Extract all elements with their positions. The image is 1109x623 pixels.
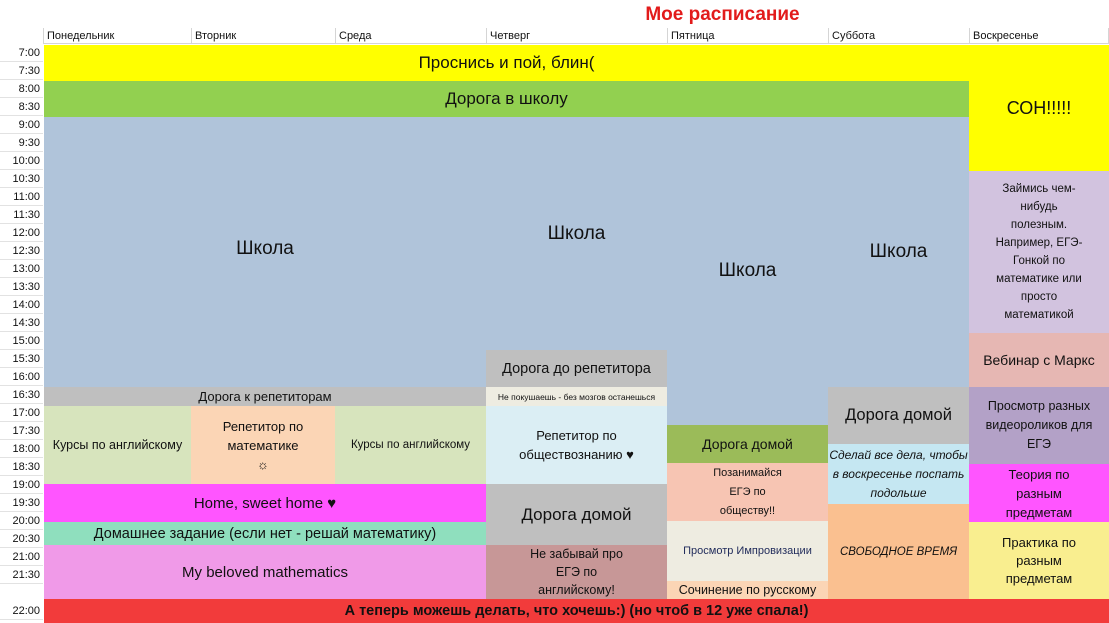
school-label: Школа xyxy=(236,238,294,259)
time-label: 17:00 xyxy=(0,404,43,422)
sunday-useful-label: Займись чем-нибудь полезным. Например, ЕГЭ-Гонкой по математике или просто математикой xyxy=(995,183,1083,321)
math-tutor-label: Репетитор по математике ☼ xyxy=(222,418,304,472)
improv-label: Просмотр Импровизации xyxy=(683,545,812,557)
time-label: 15:00 xyxy=(0,332,43,350)
time-label: 20:00 xyxy=(0,512,43,530)
day-header-thursday[interactable]: Четверг xyxy=(486,28,667,44)
day-header-monday[interactable]: Понедельник xyxy=(43,28,191,44)
homework-block[interactable] xyxy=(44,522,486,545)
time-label: 12:30 xyxy=(0,242,43,260)
free-time-block[interactable] xyxy=(828,504,969,599)
school-block-saturday[interactable] xyxy=(828,117,969,387)
math-tutor-tuesday[interactable] xyxy=(191,406,335,484)
sunday-practice-block[interactable] xyxy=(969,522,1109,599)
beloved-math-label: My beloved mathematics xyxy=(182,563,348,581)
wake-up-block[interactable] xyxy=(44,45,969,81)
road-to-tutors-label: Дорога к репетиторам xyxy=(198,389,332,404)
study-social-block[interactable] xyxy=(667,463,828,521)
time-label: 7:30 xyxy=(0,62,43,80)
wake-up-label: Проснись и пой, блин( xyxy=(418,53,595,72)
sunday-videos-label: Просмотр разных видеороликов для ЕГЭ xyxy=(985,399,1093,451)
day-header-saturday[interactable]: Суббота xyxy=(828,28,969,44)
study-social-label: Позанимайся ЕГЭ по обществу!! xyxy=(713,466,782,517)
school-block-friday[interactable] xyxy=(667,117,828,425)
eat-note-label: Не покушаешь - без мозгов останешься xyxy=(497,391,656,402)
road-home-label: Дорога домой xyxy=(702,436,793,452)
time-label: 11:30 xyxy=(0,206,43,224)
day-header-friday[interactable]: Пятница xyxy=(667,28,828,44)
dont-forget-english-block[interactable] xyxy=(486,545,667,599)
essay-label: Сочинение по русскому xyxy=(678,583,817,597)
road-to-tutors-block[interactable] xyxy=(44,387,486,406)
sunday-useful-block[interactable] xyxy=(969,171,1109,333)
road-to-tutor-label: Дорога до репетитора xyxy=(502,360,651,377)
sunday-sleep-label: СОН!!!!! xyxy=(1006,97,1072,118)
time-label: 18:30 xyxy=(0,458,43,476)
home-sweet-home-block[interactable] xyxy=(44,484,486,522)
road-home-label: Дорога домой xyxy=(845,406,952,424)
time-label: 12:00 xyxy=(0,224,43,242)
sunday-webinar-block[interactable] xyxy=(969,333,1109,387)
dont-forget-label: Не забывай про ЕГЭ по английскому! xyxy=(530,547,623,597)
time-label: 15:30 xyxy=(0,350,43,368)
bottom-free-time-bar[interactable] xyxy=(44,599,1109,623)
free-time-label: СВОБОДНОЕ ВРЕМЯ xyxy=(839,545,958,558)
sunday-videos-block[interactable] xyxy=(969,387,1109,464)
homework-label: Домашнее задание (если нет - решай математику) xyxy=(93,525,437,542)
bottom-free-time-label: А теперь можешь делать, что хочешь:) (но чтоб в 12 уже спала!) xyxy=(344,603,809,619)
time-label: 17:30 xyxy=(0,422,43,440)
road-to-school-block[interactable] xyxy=(44,81,969,117)
time-label: 16:30 xyxy=(0,386,43,404)
do-all-block[interactable] xyxy=(828,444,969,504)
time-label: 10:30 xyxy=(0,170,43,188)
road-home-saturday[interactable] xyxy=(828,387,969,444)
social-tutor-label: Репетитор по обществознанию ♥ xyxy=(519,428,634,462)
time-label: 19:30 xyxy=(0,494,43,512)
social-tutor-block[interactable] xyxy=(486,406,667,484)
time-label: 8:30 xyxy=(0,98,43,116)
time-label: 19:00 xyxy=(0,476,43,494)
day-header-tuesday[interactable]: Вторник xyxy=(191,28,335,44)
time-label: 9:00 xyxy=(0,116,43,134)
day-header-sunday[interactable]: Воскресенье xyxy=(969,28,1109,44)
time-label: 21:00 xyxy=(0,548,43,566)
do-all-label: Сделай все дела, чтобы в воскресенье поспать подольше xyxy=(829,447,968,500)
english-course-monday[interactable] xyxy=(44,406,191,484)
time-label: 16:00 xyxy=(0,368,43,386)
school-label: Школа xyxy=(547,222,606,244)
school-block-thursday[interactable] xyxy=(486,117,667,350)
time-label: 7:00 xyxy=(0,44,43,62)
home-sweet-home-label: Home, sweet home ♥ xyxy=(193,494,337,512)
sunday-webinar-label: Вебинар с Маркс xyxy=(983,352,1095,368)
sunday-theory-label: Теория по разным предметам xyxy=(1005,466,1073,520)
page-title: Мое расписание xyxy=(645,4,800,25)
road-to-school-label: Дорога в школу xyxy=(445,89,568,108)
time-label: 13:30 xyxy=(0,278,43,296)
time-label: 10:00 xyxy=(0,152,43,170)
road-home-friday[interactable] xyxy=(667,425,828,463)
eat-note-block[interactable] xyxy=(486,387,667,406)
road-to-tutor-thursday[interactable] xyxy=(486,350,667,387)
time-label: 14:30 xyxy=(0,314,43,332)
road-home-thursday[interactable] xyxy=(486,484,667,545)
time-label: 14:00 xyxy=(0,296,43,314)
day-header-wednesday[interactable]: Среда xyxy=(335,28,486,44)
school-block-mon-wed[interactable] xyxy=(44,117,486,387)
sunday-theory-block[interactable] xyxy=(969,464,1109,522)
time-label: 11:00 xyxy=(0,188,43,206)
beloved-math-block[interactable] xyxy=(44,545,486,599)
road-home-label: Дорога домой xyxy=(521,504,632,524)
improv-block[interactable] xyxy=(667,521,828,581)
time-label: 8:00 xyxy=(0,80,43,98)
time-label: 21:30 xyxy=(0,566,43,584)
time-label: 20:30 xyxy=(0,530,43,548)
sunday-sleep-block[interactable] xyxy=(969,45,1109,171)
sunday-practice-label: Практика по разным предметам xyxy=(1002,534,1076,586)
time-label: 18:00 xyxy=(0,440,43,458)
time-label: 9:30 xyxy=(0,134,43,152)
english-course-label: Курсы по английскому xyxy=(350,439,471,451)
school-label: Школа xyxy=(718,260,777,281)
time-label: 13:00 xyxy=(0,260,43,278)
school-label: Школа xyxy=(869,241,928,262)
essay-block[interactable] xyxy=(667,581,828,599)
english-course-wednesday[interactable] xyxy=(335,406,486,484)
time-label: 22:00 xyxy=(0,602,43,620)
english-course-label: Курсы по английскому xyxy=(52,438,183,452)
